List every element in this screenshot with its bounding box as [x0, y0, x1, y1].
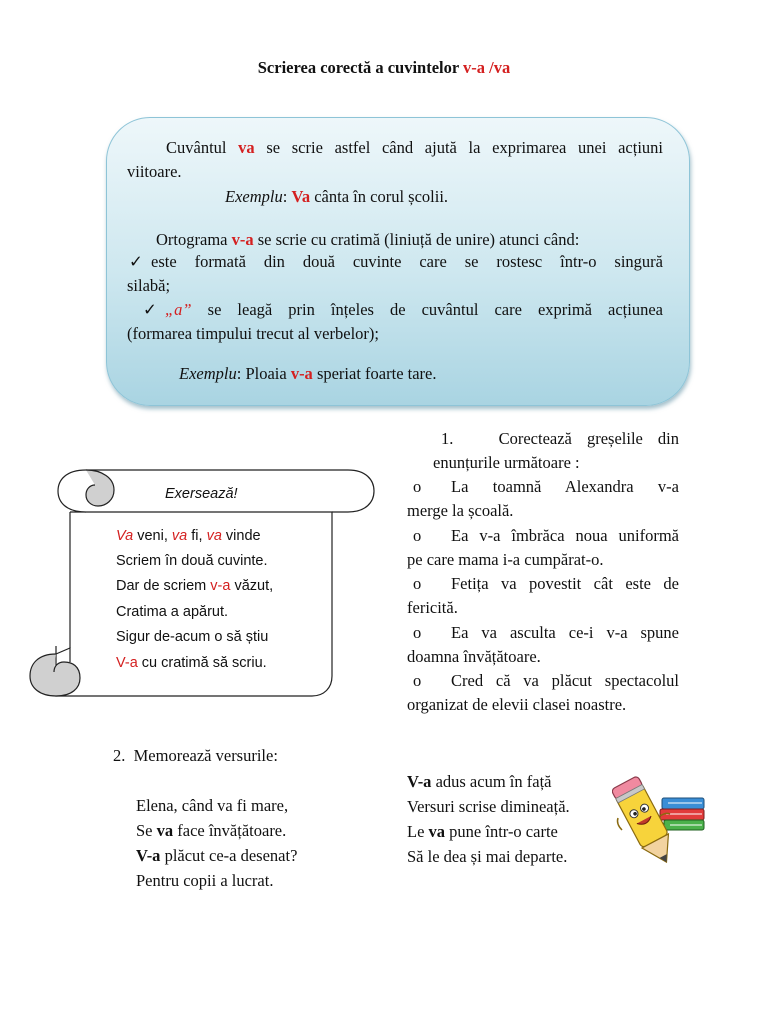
- rule-text: Ortograma: [156, 230, 232, 249]
- rule-keyword: v-a: [290, 364, 313, 383]
- check-icon: ✓: [143, 300, 157, 319]
- exercise2-heading: [113, 746, 278, 766]
- page-title: [0, 58, 768, 78]
- poem-left-line-4: Pentru copii a lucrat.: [136, 871, 274, 890]
- example-label: Exemplu: [179, 364, 237, 383]
- scroll-line-5: Sigur de-acum o să știu: [116, 629, 269, 645]
- rule-text: se scrie cu cratimă (liniuță de unire) atunci când:: [253, 230, 580, 249]
- poem-keyword: V-a: [407, 772, 432, 791]
- rule-p1-line1: [166, 136, 663, 160]
- poem-text: Le: [407, 822, 429, 841]
- rule-p2: [156, 228, 579, 252]
- bullet-icon: o: [413, 525, 422, 545]
- example-label: Exemplu: [225, 187, 283, 206]
- rule-text: se leagă prin înțeles de cuvântul care exprimă acțiunea: [191, 300, 663, 319]
- exercise1-item: [407, 475, 679, 499]
- poem-left-line-3: [136, 843, 297, 868]
- exercise1-item-continuation: fericită.: [407, 598, 458, 617]
- rule-text: se scrie astfel când ajută la exprimarea unei acțiuni: [254, 138, 663, 157]
- scroll-keyword: v-a: [210, 578, 231, 594]
- exercise1-item-continuation: organizat de elevii clasei noastre.: [407, 695, 627, 714]
- scroll-text: vinde: [221, 528, 261, 544]
- title-accent: v-a /va: [463, 58, 511, 77]
- rule-text: Cuvântul: [166, 138, 239, 157]
- rule-text: viitoare.: [127, 162, 182, 181]
- rule-text: : Ploaia: [236, 364, 291, 383]
- scroll-text: văzut,: [230, 578, 274, 594]
- scroll-line-4: Cratima a apărut.: [116, 604, 229, 620]
- rule-text: este formată din două cuvinte care se rostesc într-o singură: [151, 252, 663, 271]
- exercise1-heading: [441, 427, 679, 451]
- exercise1-item-text: Cred că va plăcut spectacolul: [451, 671, 679, 690]
- poem-keyword: V-a: [136, 846, 161, 865]
- rule-keyword: v-a: [231, 230, 254, 249]
- poem-left-line-1: Elena, când va fi mare,: [136, 796, 289, 815]
- bullet-icon: o: [413, 671, 422, 690]
- scroll-line-2: Scriem în două cuvinte.: [116, 553, 268, 569]
- scroll-text: cu cratimă să scriu.: [137, 655, 267, 671]
- poem-right-line-3: [407, 819, 558, 844]
- rule-p1-line2: [127, 160, 182, 184]
- scroll-text: Dar de scriem: [116, 578, 211, 594]
- exercise1-item-continuation: doamna învățătoare.: [407, 646, 541, 666]
- rule-check2-line2: [127, 322, 379, 346]
- rule-keyword: va: [238, 138, 255, 157]
- exercise1-item-continuation: merge la școală.: [407, 501, 514, 520]
- exercise1-item: [407, 669, 679, 693]
- rule-check2-line1: [143, 298, 663, 322]
- exercise1-item: [407, 621, 679, 645]
- scroll-line-1: [116, 528, 261, 544]
- exercise-heading-text: Corectează greșelile din: [498, 429, 680, 448]
- exercise1-item: [407, 572, 679, 596]
- exercise-heading-text: Memorează versurile:: [133, 746, 278, 765]
- rule-text: (formarea timpului trecut al verbelor);: [127, 324, 379, 343]
- poem-text: pune într-o carte: [445, 822, 558, 841]
- exercise1-item-text: Ea va asculta ce-i v-a spune: [451, 622, 679, 642]
- poem-right-line-4: Să le dea și mai departe.: [407, 847, 568, 866]
- rule-box: [106, 117, 690, 406]
- rule-text: cânta în corul școlii.: [310, 187, 449, 206]
- rule-keyword: Va: [291, 187, 311, 206]
- poem-keyword: va: [156, 821, 174, 840]
- scroll-line-6: [116, 655, 267, 671]
- exercise1-heading-line1: [441, 427, 679, 451]
- rule-text: silabă;: [127, 276, 171, 295]
- scroll-keyword: V-a: [116, 655, 138, 671]
- scroll-text: fi,: [187, 528, 207, 544]
- exercise1-item-continuation: pe care mama i-a cumpărat-o.: [407, 549, 604, 569]
- exercise1-item-text: La toamnă Alexandra v-a: [451, 477, 679, 496]
- check-icon: ✓: [129, 252, 143, 271]
- poem-right-line-1: [407, 769, 551, 794]
- exercise-number: 1.: [441, 429, 454, 448]
- rule-example2: [179, 362, 437, 386]
- exercise1-item-text: Ea v-a îmbrăca noua uniformă: [451, 525, 679, 545]
- scroll-line-3: [116, 578, 273, 594]
- exercise1-item: [407, 524, 679, 548]
- poem-left-line-2: [136, 818, 286, 843]
- rule-keyword: „a”: [165, 300, 192, 319]
- scroll-text: veni,: [133, 528, 172, 544]
- bullet-icon: o: [413, 574, 422, 593]
- exercise-number: 2.: [113, 746, 126, 765]
- rule-check1-line2: [127, 274, 170, 298]
- bullet-icon: o: [413, 477, 422, 496]
- poem-text: plăcut ce-a desenat?: [160, 846, 298, 865]
- rule-text: speriat foarte tare.: [312, 364, 437, 383]
- pencil-with-books-illustration: [612, 772, 708, 872]
- exercise1-item-text: Fetița va povestit cât este de: [451, 574, 679, 593]
- title-text: Scrierea corectă a cuvintelor: [257, 58, 464, 77]
- scroll-keyword: Va: [116, 528, 134, 544]
- poem-right-line-2: Versuri scrise dimineață.: [407, 797, 570, 816]
- poem-text: adus acum în față: [431, 772, 552, 791]
- rule-check1-line1: [129, 250, 663, 274]
- bullet-icon: o: [413, 622, 422, 642]
- poem-text: face învățătoare.: [173, 821, 287, 840]
- scroll-heading: Exersează!: [165, 486, 238, 502]
- poem-keyword: va: [428, 822, 446, 841]
- scroll-keyword: va: [171, 528, 188, 544]
- rule-text: :: [282, 187, 292, 206]
- exercise1-heading-line2: enunțurile următoare :: [433, 453, 580, 472]
- rule-example1: [225, 185, 448, 209]
- scroll-keyword: va: [206, 528, 222, 544]
- poem-text: Se: [136, 821, 157, 840]
